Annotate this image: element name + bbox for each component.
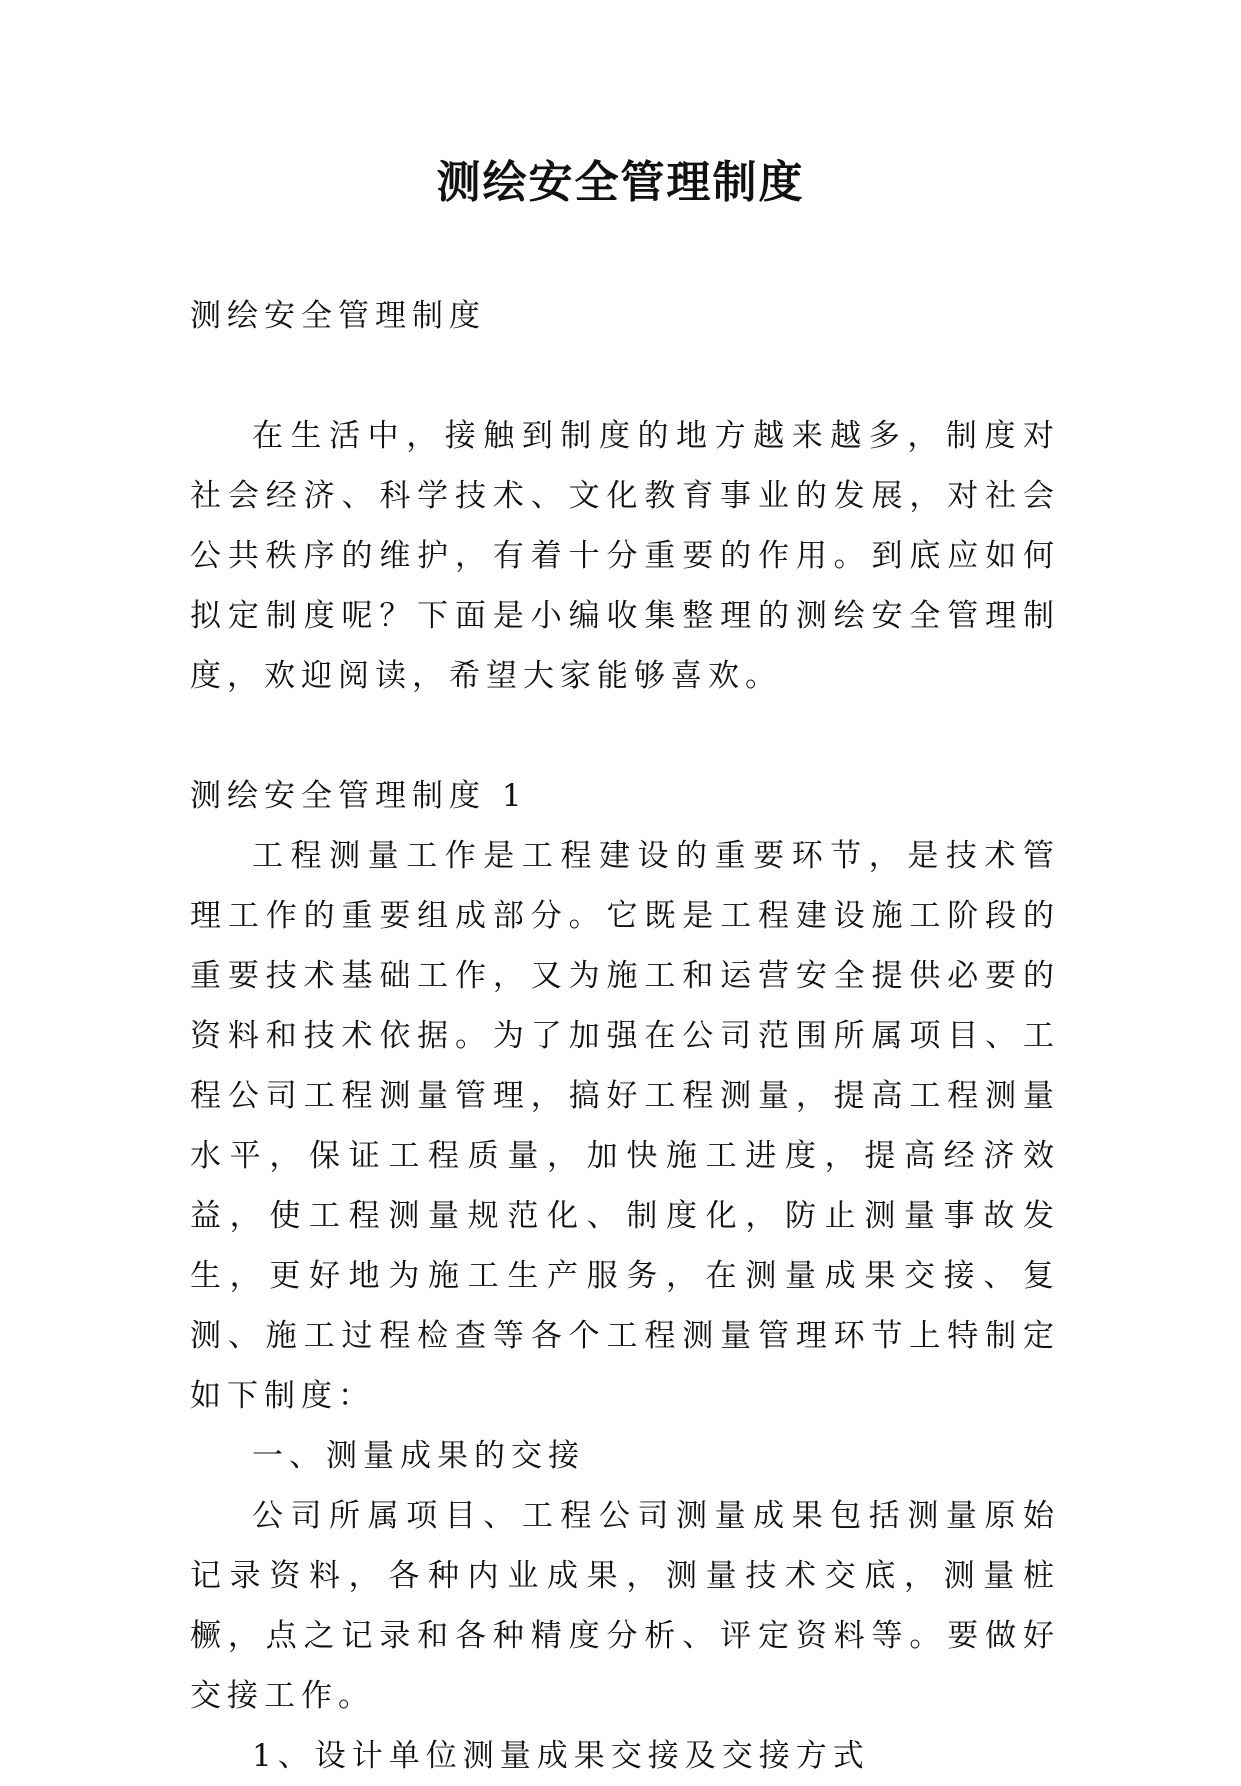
document-subtitle: 测绘安全管理制度: [190, 298, 486, 334]
item-heading: 一、测量成果的交接: [252, 1438, 585, 1474]
section-paragraph: 工程测量工作是工程建设的重要环节，是技术管理工作的重要组成部分。它既是工程建设施工阶段的重要技术基础工作，又为施工和运营安全提供必要的资料和技术依据。为了加强在公司范围所属项目、工程公司工程测量管理，搞好工程测量，提高工程测量水平，保证工程质量，加快施工进度，提高经济效益，使工程测量规范化、制度化，防止测量事故发生，更好地为施工生产服务，在测量成果交接、复测、施工过程检查等各个工程测量管理环节上特制定如下制度：: [190, 838, 1060, 1414]
document-body: [190, 286, 1060, 1786]
document-title: 测绘安全管理制度: [436, 157, 805, 208]
item-paragraph: 公司所属项目、工程公司测量成果包括测量原始记录资料，各种内业成果，测量技术交底，测量桩橛，点之记录和各种精度分析、评定资料等。要做好交接工作。: [190, 1498, 1060, 1714]
section-heading: 测绘安全管理制度 1: [190, 778, 528, 814]
sub-item-heading: 1、设计单位测量成果交接及交接方式: [252, 1738, 870, 1774]
intro-paragraph: 在生活中，接触到制度的地方越来越多，制度对社会经济、科学技术、文化教育事业的发展，对社会公共秩序的维护，有着十分重要的作用。到底应如何拟定制度呢？下面是小编收集整理的测绘安全管理制度，欢迎阅读，希望大家能够喜欢。: [190, 418, 1060, 694]
